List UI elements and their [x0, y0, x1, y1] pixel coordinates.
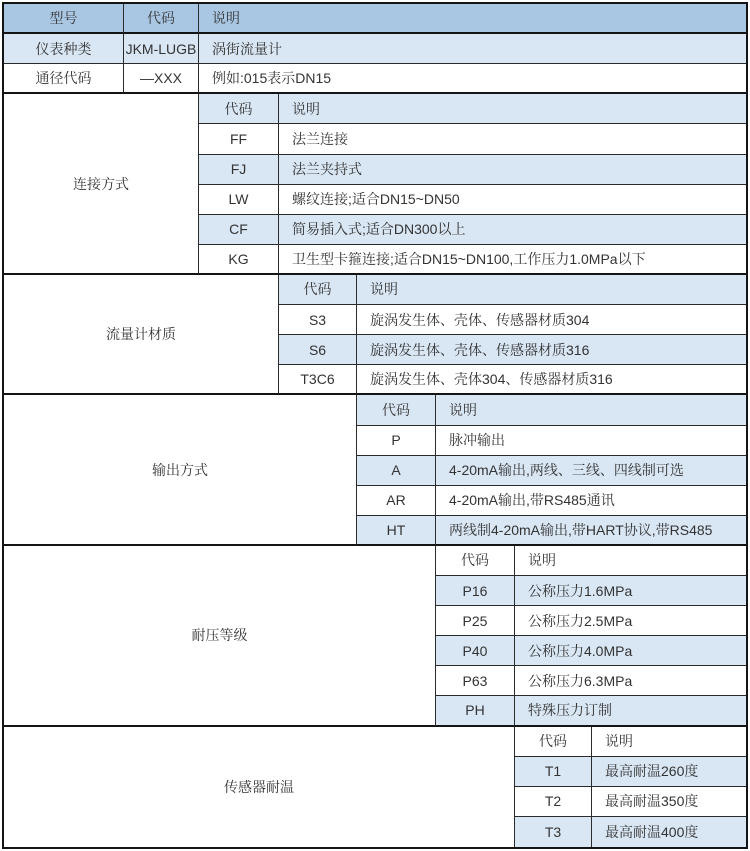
model-selection-table	[2, 2, 748, 849]
section-label: 输出方式	[4, 395, 357, 546]
sub-header-desc: 说明	[515, 546, 746, 576]
item-code: T3C6	[279, 365, 357, 395]
item-code: HT	[357, 516, 436, 546]
item-desc: 公称压力2.5MPa	[515, 606, 746, 636]
item-desc: 公称压力4.0MPa	[515, 636, 746, 666]
item-desc: 旋涡发生体、壳体、传感器材质316	[357, 335, 746, 365]
item-desc: 法兰连接	[279, 124, 746, 154]
item-code: A	[357, 456, 436, 486]
item-code: LW	[199, 185, 279, 215]
sub-header-code: 代码	[357, 395, 436, 425]
item-code: S6	[279, 335, 357, 365]
item-desc: 简易插入式;适合DN300以上	[279, 215, 746, 245]
item-desc: 公称压力6.3MPa	[515, 666, 746, 696]
item-code: CF	[199, 215, 279, 245]
item-code: P25	[436, 606, 515, 636]
item-code: P63	[436, 666, 515, 696]
sub-header-code: 代码	[515, 727, 592, 757]
item-code: P40	[436, 636, 515, 666]
header-cell-code: 代码	[124, 4, 199, 34]
sub-header-code: 代码	[279, 275, 357, 305]
section-label: 传感器耐温	[4, 727, 515, 847]
item-desc: 两线制4-20mA输出,带HART协议,带RS485	[436, 516, 746, 546]
item-desc: 最高耐温350度	[592, 787, 746, 817]
item-desc: 脉冲输出	[436, 426, 746, 456]
item-desc: 螺纹连接;适合DN15~DN50	[279, 185, 746, 215]
item-desc: 旋涡发生体、壳体、传感器材质304	[357, 305, 746, 335]
section-label: 连接方式	[4, 94, 199, 275]
row-code: —XXX	[124, 64, 199, 94]
item-desc: 最高耐温400度	[592, 817, 746, 847]
sub-header-code: 代码	[436, 546, 515, 576]
item-code: P	[357, 426, 436, 456]
row-label: 通径代码	[4, 64, 124, 94]
header-cell-desc: 说明	[199, 4, 746, 34]
item-desc: 卫生型卡箍连接;适合DN15~DN100,工作压力1.0MPa以下	[279, 245, 746, 275]
sub-header-desc: 说明	[357, 275, 746, 305]
sub-header-code: 代码	[199, 94, 279, 124]
item-code: P16	[436, 576, 515, 606]
item-code: T3	[515, 817, 592, 847]
sub-header-desc: 说明	[592, 727, 746, 757]
row-desc: 例如:015表示DN15	[199, 64, 746, 94]
item-code: KG	[199, 245, 279, 275]
item-desc: 4-20mA输出,两线、三线、四线制可选	[436, 456, 746, 486]
sub-header-desc: 说明	[436, 395, 746, 425]
item-desc: 公称压力1.6MPa	[515, 576, 746, 606]
item-code: AR	[357, 486, 436, 516]
item-code: S3	[279, 305, 357, 335]
item-desc: 法兰夹持式	[279, 155, 746, 185]
item-desc: 特殊压力订制	[515, 696, 746, 726]
section-label: 流量计材质	[4, 275, 279, 395]
sub-header-desc: 说明	[279, 94, 746, 124]
item-code: PH	[436, 696, 515, 726]
item-code: FJ	[199, 155, 279, 185]
item-code: FF	[199, 124, 279, 154]
item-code: T1	[515, 757, 592, 787]
row-desc: 涡街流量计	[199, 34, 746, 64]
row-label: 仪表种类	[4, 34, 124, 64]
item-desc: 旋涡发生体、壳体304、传感器材质316	[357, 365, 746, 395]
item-code: T2	[515, 787, 592, 817]
header-cell-model: 型号	[4, 4, 124, 34]
row-code: JKM-LUGB	[124, 34, 199, 64]
item-desc: 4-20mA输出,带RS485通讯	[436, 486, 746, 516]
item-desc: 最高耐温260度	[592, 757, 746, 787]
section-label: 耐压等级	[4, 546, 436, 727]
